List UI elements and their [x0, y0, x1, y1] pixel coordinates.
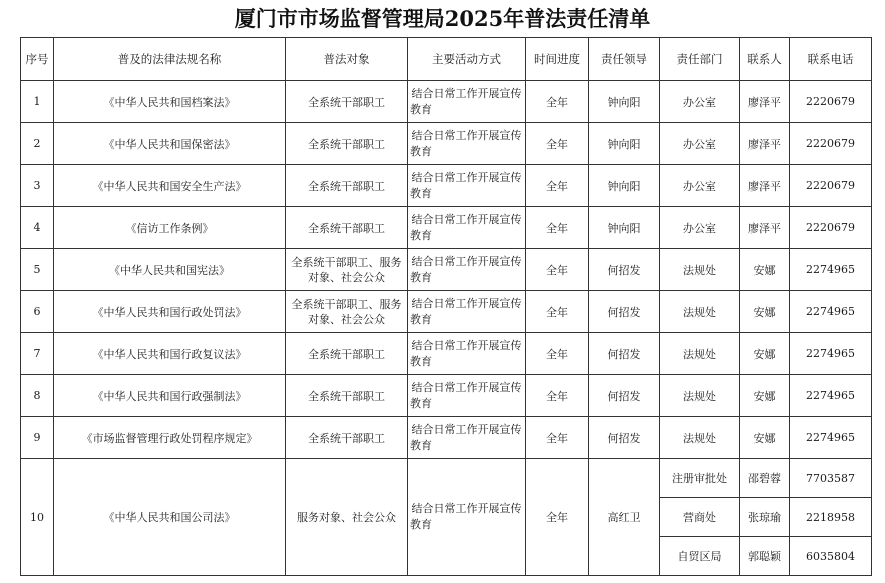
cell-target: 全系统干部职工: [286, 375, 408, 417]
table-row: [21, 81, 872, 123]
cell-phone: 2274965: [790, 291, 872, 333]
cell-target: 全系统干部职工: [286, 333, 408, 375]
cell-contact: 廖泽平: [740, 123, 790, 165]
cell-no: 10: [21, 459, 54, 576]
cell-no: 7: [21, 333, 54, 375]
responsibility-table: [20, 37, 872, 576]
cell-schedule: 全年: [526, 123, 589, 165]
cell-dept: 法规处: [660, 249, 740, 291]
cell-activity: 结合日常工作开展宣传教育: [408, 81, 526, 123]
cell-schedule: 全年: [526, 375, 589, 417]
cell-phone: 2220679: [790, 123, 872, 165]
page-title: 厦门市市场监督管理局2025年普法责任清单: [234, 6, 651, 31]
cell-schedule: 全年: [526, 207, 589, 249]
header-no: 序号: [21, 38, 54, 81]
cell-activity: 结合日常工作开展宣传教育: [408, 207, 526, 249]
cell-contact: 张琼瑜: [740, 498, 790, 537]
cell-dept: 法规处: [660, 375, 740, 417]
cell-target: 全系统干部职工、服务对象、社会公众: [286, 249, 408, 291]
cell-leader: 高红卫: [589, 459, 660, 576]
header-leader: 责任领导: [589, 38, 660, 81]
cell-leader: 何招发: [589, 333, 660, 375]
table-row: [21, 333, 872, 375]
header-schedule: 时间进度: [526, 38, 589, 81]
cell-leader: 何招发: [589, 375, 660, 417]
cell-schedule: 全年: [526, 459, 589, 576]
cell-dept: 自贸区局: [660, 537, 740, 576]
cell-contact: 安娜: [740, 249, 790, 291]
cell-dept: 法规处: [660, 417, 740, 459]
header-contact: 联系人: [740, 38, 790, 81]
cell-phone: 2220679: [790, 165, 872, 207]
cell-schedule: 全年: [526, 333, 589, 375]
table-row: [21, 291, 872, 333]
cell-activity: 结合日常工作开展宣传教育: [408, 375, 526, 417]
cell-dept: 法规处: [660, 333, 740, 375]
cell-law: 《中华人民共和国安全生产法》: [54, 165, 286, 207]
cell-dept: 法规处: [660, 291, 740, 333]
cell-dept: 办公室: [660, 165, 740, 207]
cell-dept: 注册审批处: [660, 459, 740, 498]
cell-schedule: 全年: [526, 81, 589, 123]
cell-phone: 2274965: [790, 417, 872, 459]
cell-no: 8: [21, 375, 54, 417]
cell-no: 2: [21, 123, 54, 165]
cell-contact: 安娜: [740, 375, 790, 417]
cell-target: 服务对象、社会公众: [286, 459, 408, 576]
cell-law: 《中华人民共和国行政处罚法》: [54, 291, 286, 333]
cell-activity: 结合日常工作开展宣传教育: [408, 459, 526, 576]
table-row: [21, 417, 872, 459]
cell-leader: 何招发: [589, 417, 660, 459]
cell-law: 《中华人民共和国公司法》: [54, 459, 286, 576]
cell-leader: 钟向阳: [589, 207, 660, 249]
cell-phone: 2218958: [790, 498, 872, 537]
cell-phone: 7703587: [790, 459, 872, 498]
cell-phone: 2274965: [790, 249, 872, 291]
header-activity: 主要活动方式: [408, 38, 526, 81]
cell-target: 全系统干部职工: [286, 123, 408, 165]
table-row: [21, 207, 872, 249]
cell-law: 《中华人民共和国保密法》: [54, 123, 286, 165]
cell-contact: 安娜: [740, 291, 790, 333]
cell-phone: 6035804: [790, 537, 872, 576]
cell-no: 1: [21, 81, 54, 123]
cell-activity: 结合日常工作开展宣传教育: [408, 165, 526, 207]
cell-phone: 2274965: [790, 333, 872, 375]
table-row: [21, 375, 872, 417]
cell-law: 《中华人民共和国档案法》: [54, 81, 286, 123]
cell-contact: 廖泽平: [740, 81, 790, 123]
cell-law: 《市场监督管理行政处罚程序规定》: [54, 417, 286, 459]
cell-schedule: 全年: [526, 417, 589, 459]
cell-phone: 2220679: [790, 81, 872, 123]
cell-no: 6: [21, 291, 54, 333]
cell-activity: 结合日常工作开展宣传教育: [408, 417, 526, 459]
header-target: 普法对象: [286, 38, 408, 81]
cell-activity: 结合日常工作开展宣传教育: [408, 291, 526, 333]
cell-no: 4: [21, 207, 54, 249]
cell-target: 全系统干部职工、服务对象、社会公众: [286, 291, 408, 333]
cell-contact: 廖泽平: [740, 207, 790, 249]
cell-target: 全系统干部职工: [286, 207, 408, 249]
table-row: [21, 249, 872, 291]
cell-leader: 何招发: [589, 249, 660, 291]
cell-leader: 何招发: [589, 291, 660, 333]
cell-leader: 钟向阳: [589, 123, 660, 165]
header-law: 普及的法律法规名称: [54, 38, 286, 81]
cell-target: 全系统干部职工: [286, 81, 408, 123]
cell-law: 《中华人民共和国行政复议法》: [54, 333, 286, 375]
table-header-row: [21, 38, 872, 81]
header-dept: 责任部门: [660, 38, 740, 81]
cell-activity: 结合日常工作开展宣传教育: [408, 333, 526, 375]
cell-phone: 2220679: [790, 207, 872, 249]
cell-contact: 郭聪颖: [740, 537, 790, 576]
cell-dept: 营商处: [660, 498, 740, 537]
cell-schedule: 全年: [526, 165, 589, 207]
cell-no: 3: [21, 165, 54, 207]
cell-law: 《中华人民共和国行政强制法》: [54, 375, 286, 417]
cell-law: 《信访工作条例》: [54, 207, 286, 249]
table-row: [21, 165, 872, 207]
cell-dept: 办公室: [660, 123, 740, 165]
cell-dept: 办公室: [660, 81, 740, 123]
cell-phone: 2274965: [790, 375, 872, 417]
cell-contact: 安娜: [740, 333, 790, 375]
cell-contact: 邵碧蓉: [740, 459, 790, 498]
cell-contact: 廖泽平: [740, 165, 790, 207]
cell-activity: 结合日常工作开展宣传教育: [408, 123, 526, 165]
cell-law: 《中华人民共和国宪法》: [54, 249, 286, 291]
cell-leader: 钟向阳: [589, 165, 660, 207]
cell-schedule: 全年: [526, 291, 589, 333]
cell-schedule: 全年: [526, 249, 589, 291]
cell-target: 全系统干部职工: [286, 165, 408, 207]
cell-activity: 结合日常工作开展宣传教育: [408, 249, 526, 291]
table-row: [21, 459, 872, 498]
cell-no: 9: [21, 417, 54, 459]
cell-no: 5: [21, 249, 54, 291]
header-phone: 联系电话: [790, 38, 872, 81]
table-row: [21, 123, 872, 165]
cell-dept: 办公室: [660, 207, 740, 249]
cell-contact: 安娜: [740, 417, 790, 459]
cell-target: 全系统干部职工: [286, 417, 408, 459]
cell-leader: 钟向阳: [589, 81, 660, 123]
